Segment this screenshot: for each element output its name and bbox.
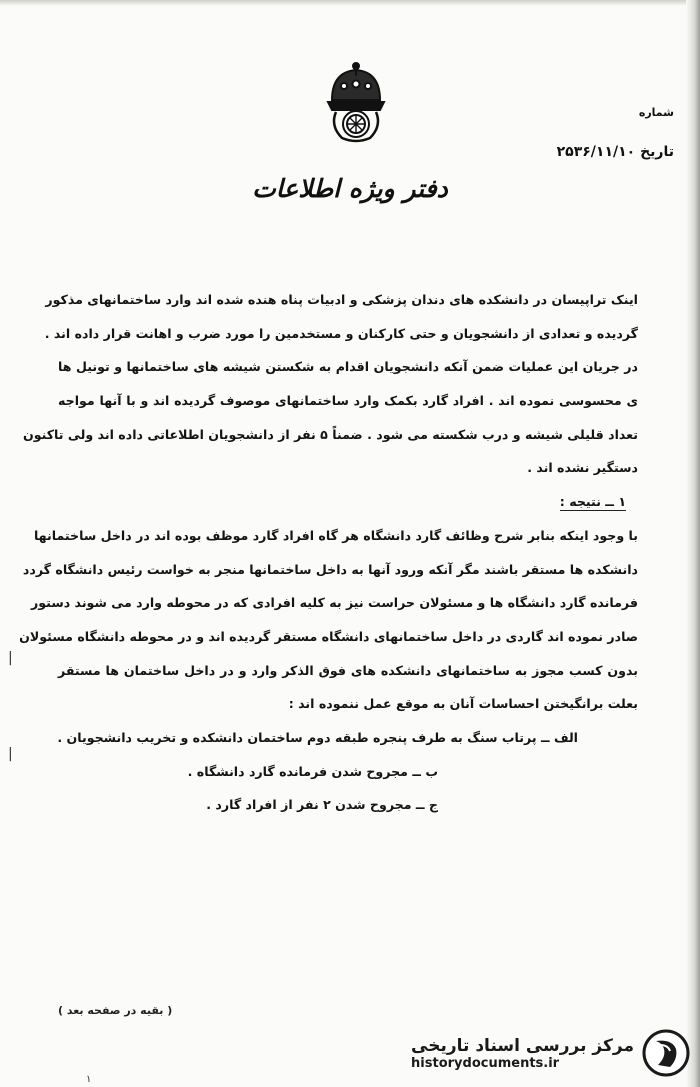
paragraph-line: دستگیر نشده اند . (527, 460, 638, 476)
section-heading-text: ۱ ــ نتیجه : (559, 494, 626, 510)
document-date: تاریخ ۲۵۳۶/۱۱/۱۰ (556, 144, 674, 160)
watermark-text (411, 1036, 634, 1071)
section-line: بعلت برانگیختن احساسات آنان به موقع عمل ننموده اند : (288, 696, 638, 712)
watermark-title: مرکز بررسی اسناد تاریخی (411, 1035, 634, 1056)
reference-number-label: شماره (638, 106, 674, 119)
margin-mark: ۱ (86, 1074, 92, 1085)
watermark (411, 1029, 690, 1077)
paragraph-line: گردیده و تعدادی از دانشجویان و حتی کارکنان و مستخدمین را مورد ضرب و اهانت قرار داده اند . (44, 325, 638, 341)
list-item: ج ــ مجروح شدن ۲ نفر از افراد گارد . (206, 797, 438, 813)
section-line: بدون کسب مجوز به ساختمانهای دانشکده های فوق الذکر وارد و در داخل ساختمان ها مستقر (58, 662, 638, 678)
paragraph-line: در جریان این عملیات ضمن آنکه دانشجویان اقدام به شکستن شیشه های ساختمانها و تونیل ها (58, 359, 638, 375)
office-title: دفتر ویژه اطلاعات (252, 174, 448, 203)
letter-body (19, 290, 638, 829)
list-item: الف ــ پرتاب سنگ به طرف پنجره طبقه دوم ساختمان دانشکده و تخریب دانشجویان . (57, 729, 578, 745)
paragraph-line: تعداد قلیلی شیشه و درب شکسته می شود . ضمناً ۵ نفر از دانشجویان اطلاعاتی داده اند ولی تاکنون (22, 426, 638, 442)
scan-shadow-right (686, 0, 700, 1087)
section-line: صادر نموده اند گاردی در داخل ساختمانهای دانشگاه مستقر گردیده اند و در محوطه دانشگاه مسئولان (19, 628, 638, 644)
margin-mark: | (8, 746, 13, 762)
watermark-url[interactable]: historydocuments.ir (411, 1055, 560, 1071)
paragraph-line: ی محسوسی نموده اند . افراد گارد بکمک وارد ساختمانهای موصوف گردیده اند و با آنها مواجه (58, 393, 638, 409)
paragraph-line: اینک تراپیسان در دانشکده های دندان پزشکی و ادبیات پناه هنده شده اند وارد ساختمانهای مذکور (45, 292, 638, 307)
crown-emblem-icon (324, 62, 388, 144)
book-scroll-icon (642, 1029, 690, 1077)
list-item: ب ــ مجروح شدن فرمانده گارد دانشگاه . (187, 763, 438, 779)
section-line: دانشکده ها مستقر باشند مگر آنکه ورود آنها به داخل ساختمانها منجر به خواست رئیس دانشگاه گردد (22, 561, 638, 577)
scan-shadow-top (0, 0, 700, 6)
margin-mark: | (8, 650, 13, 666)
section-line: با وجود اینکه بنابر شرح وظائف گارد دانشگاه هر گاه افراد گارد موظف بوده اند در داخل ساختمانها (33, 527, 638, 543)
section-line: فرمانده گارد دانشگاه ها و مسئولان حراست نیز به کلیه افرادی که در محوطه وارد می شوند دستور (31, 595, 638, 611)
continuation-note: ( بقیه در صفحه بعد ) (58, 1004, 173, 1017)
section-heading (46, 492, 638, 512)
